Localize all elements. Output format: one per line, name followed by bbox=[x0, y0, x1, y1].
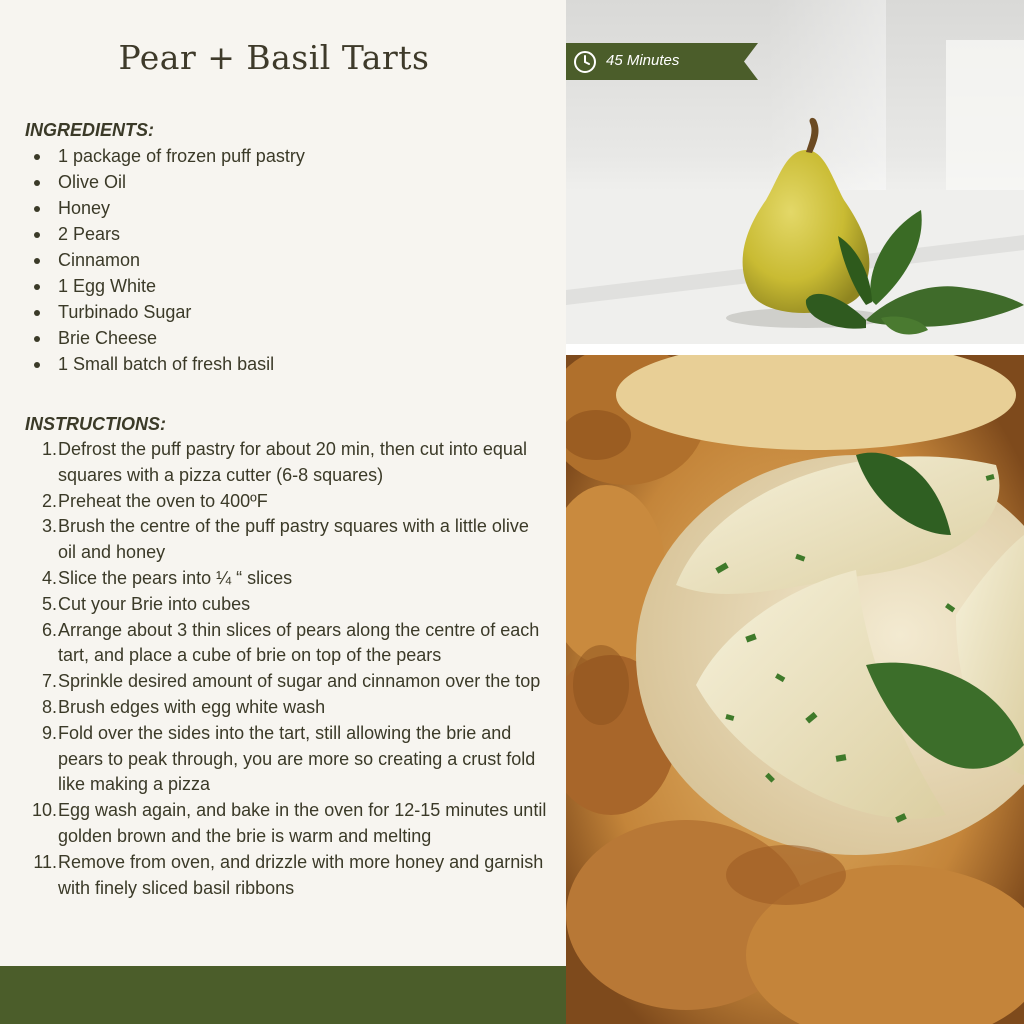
instruction-step bbox=[0, 514, 566, 566]
step-text: Egg wash again, and bake in the oven for 12-15 minutes until golden brown and the brie is warm and melting bbox=[58, 800, 547, 846]
step-number: 8. bbox=[41, 696, 57, 717]
instruction-step bbox=[0, 850, 566, 902]
footer-band bbox=[0, 966, 566, 1024]
step-number: 9. bbox=[41, 722, 57, 743]
ingredient-item: Honey bbox=[0, 195, 305, 221]
step-number: 10. bbox=[31, 800, 57, 821]
instruction-step bbox=[0, 566, 566, 592]
step-text: Slice the pears into ¼ “ slices bbox=[58, 567, 293, 588]
step-number: 7. bbox=[41, 671, 57, 692]
step-text: Brush edges with egg white wash bbox=[58, 696, 326, 717]
tart-photo bbox=[566, 355, 1024, 1024]
instruction-step bbox=[0, 721, 566, 798]
ingredient-item: 1 Small batch of fresh basil bbox=[0, 351, 305, 377]
ingredients-heading: INGREDIENTS: bbox=[25, 120, 155, 140]
ingredient-item: Olive Oil bbox=[0, 169, 305, 195]
ingredient-item: Brie Cheese bbox=[0, 325, 305, 351]
recipe-title: Pear + Basil Tarts bbox=[118, 38, 430, 77]
photo-divider bbox=[566, 344, 1024, 355]
step-number: 6. bbox=[41, 619, 57, 640]
ingredient-item: 1 Egg White bbox=[0, 273, 305, 299]
step-text: Cut your Brie into cubes bbox=[58, 593, 251, 614]
step-text: Defrost the puff pastry for about 20 min, then cut into equal squares with a pizza cutter (6-8 squares) bbox=[58, 439, 527, 485]
instruction-step bbox=[0, 489, 566, 515]
step-text: Fold over the sides into the tart, still allowing the brie and pears to peak through, you are more so creating a crust fold like making a pizza bbox=[58, 722, 536, 795]
ingredient-item: 1 package of frozen puff pastry bbox=[0, 143, 305, 169]
step-number: 5. bbox=[41, 593, 57, 614]
instruction-step bbox=[0, 669, 566, 695]
step-text: Brush the centre of the puff pastry squares with a little olive oil and honey bbox=[58, 516, 529, 563]
ingredient-item: Cinnamon bbox=[0, 247, 305, 273]
step-number: 3. bbox=[41, 516, 57, 537]
instructions-heading: INSTRUCTIONS: bbox=[25, 414, 166, 434]
clock-icon bbox=[572, 49, 598, 75]
ingredient-item: Turbinado Sugar bbox=[0, 299, 305, 325]
ingredient-item: 2 Pears bbox=[0, 221, 305, 247]
step-text: Remove from oven, and drizzle with more honey and garnish with finely sliced basil ribbons bbox=[58, 851, 544, 898]
instruction-step bbox=[0, 437, 566, 489]
step-text: Arrange about 3 thin slices of pears along the centre of each tart, and place a cube of brie on top of the pears bbox=[58, 619, 540, 666]
instructions-list bbox=[0, 437, 566, 901]
step-number: 4. bbox=[41, 567, 57, 588]
time-label: 45 Minutes bbox=[606, 52, 680, 69]
step-number: 1. bbox=[41, 439, 57, 459]
step-text: Preheat the oven to 400ºF bbox=[58, 490, 268, 511]
step-text: Sprinkle desired amount of sugar and cinnamon over the top bbox=[58, 671, 541, 692]
step-number: 2. bbox=[41, 490, 57, 511]
step-number: 11. bbox=[33, 851, 57, 872]
instruction-step bbox=[0, 695, 566, 721]
instruction-step bbox=[0, 798, 566, 850]
ingredients-list bbox=[0, 143, 305, 377]
instruction-step bbox=[0, 618, 566, 670]
instruction-step bbox=[0, 592, 566, 618]
tart-illustration bbox=[566, 355, 1024, 1024]
